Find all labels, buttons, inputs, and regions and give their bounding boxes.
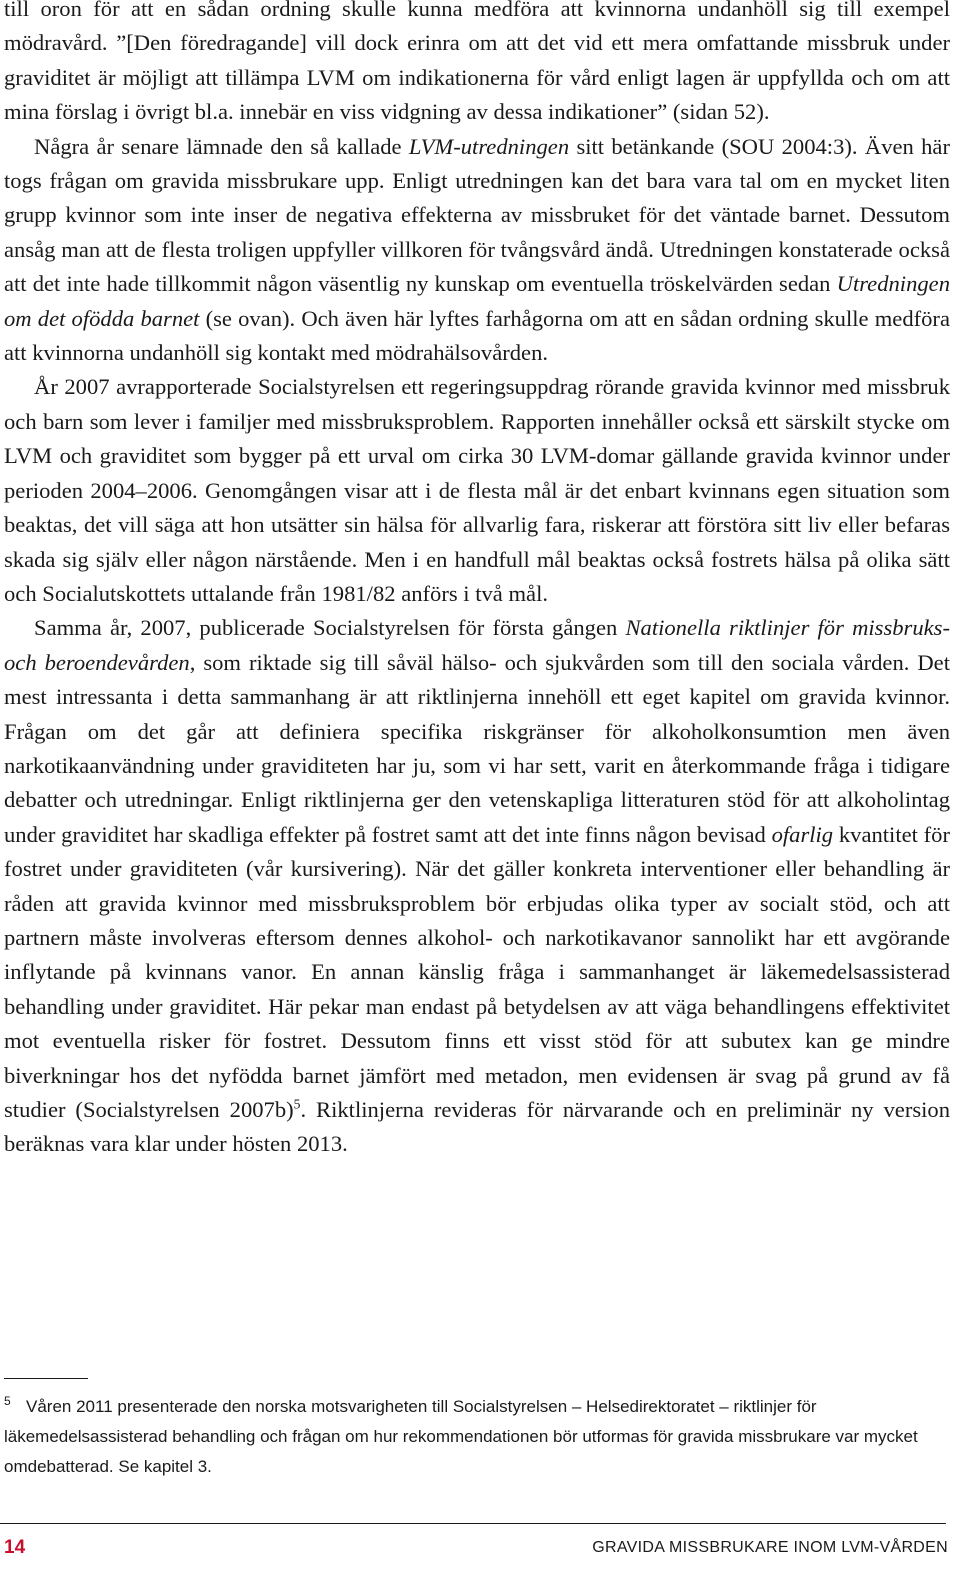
paragraph-1-text: till oron för att en sådan ordning skulle kunna medföra att kvinnorna undanhöll sig till exempel mödravård. ”[Den föredragande] vill dock erinra om att det vid ett mera omfattande missbruk under graviditet är möjligt att tillämpa LVM om indikationerna för vård enligt lagen är uppfyllda och om att mina förslag i övrigt bl.a. innebär en viss vidgning av dessa indikationer” (sidan 52). xyxy=(4,0,950,125)
running-footer-title: GRAVIDA MISSBRUKARE INOM LVM-VÅRDEN xyxy=(592,1539,948,1556)
page-number: 14 xyxy=(4,1537,26,1558)
paragraph-4-text-d: . Riktlinjerna revideras för närvarande och en preliminär ny version beräknas vara klar under hösten 2013. xyxy=(4,1097,951,1157)
paragraph-4 xyxy=(4,611,950,1162)
paragraph-4-italic-a: Nationella riktlinjer för missbruks- och beroendevården xyxy=(4,615,950,675)
paragraph-4-italic-b: ofarlig xyxy=(771,821,834,847)
paragraph-2-text-b: sitt betänkande (SOU 2004:3). Även här togs frågan om gravida missbrukare upp. Enligt utredningen kan det bara vara tal om en mycket liten grupp kvinnor som inte inser de negativa effekterna av missbruket för det väntade barnet. Dessutom ansåg man att de flesta troligen uppfyller villkoren för tvångsvård ändå. Utredningen konstaterade också att det inte hade tillkommit någon väsentlig ny kunskap om eventuella tröskelvärden sedan xyxy=(4,133,950,297)
body-text xyxy=(4,0,950,1162)
paragraph-4-text-a: Samma år, 2007, publicerade Socialstyrelsen för första gången xyxy=(34,615,626,641)
footnote-number: 5 xyxy=(4,1394,11,1408)
paragraph-3 xyxy=(4,370,950,611)
paragraph-2-text-c: (se ovan). Och även här lyftes farhågorna om att en sådan ordning skulle medföra att kvinnorna undanhöll sig kontakt med mödrahälsovården. xyxy=(4,305,950,366)
paragraph-2-italic-a: LVM-utredningen xyxy=(408,133,570,159)
paragraph-1 xyxy=(4,0,950,130)
footer-divider xyxy=(0,1523,946,1524)
footnote-divider xyxy=(4,1378,88,1379)
paragraph-4-text-b: , som riktade sig till såväl hälso- och sjukvården som till den sociala vården. Det mest intressanta i detta sammanhang är att riktlinjerna innehöll ett eget kapitel om gravida kvinnor. Frågan om det går att definiera specifika riskgränser för alkoholkonsumtion men även narkotikaanvändning under graviditeten har ju, som vi har sett, varit en återkommande fråga i tidigare debatter och utredningar. Enligt riktlinjerna ger den vetenskapliga litteraturen stöd för att alkoholintag under graviditet har skadliga effekter på fostret samt att det inte finns någon bevisad xyxy=(4,649,950,847)
footnote-reference[interactable]: 5 xyxy=(293,1096,301,1112)
footnote-paragraph xyxy=(4,1392,950,1482)
paragraph-3-text: År 2007 avrapporterade Socialstyrelsen ett regeringsuppdrag rörande gravida kvinnor med missbruk och barn som lever i familjer med missbruksproblem. Rapporten innehåller också ett särskilt stycke om LVM och graviditet som bygger på ett urval om cirka 30 LVM-domar gällande gravida kvinnor under perioden 2004–2006. Genomgången visar att i de flesta mål är det enbart kvinnans egen situation som beaktas, det vill säga att hon utsätter sin hälsa för allvarlig fara, riskerar att förstöra sitt liv eller befaras skada sig själv eller någon närstående. Men i en handfull mål beaktas också fostrets hälsa på olika sätt och Socialutskottets uttalande från 1981/82 anförs i två mål. xyxy=(4,374,950,606)
paragraph-2-text-a: Några år senare lämnade den så kallade xyxy=(34,133,409,159)
paragraph-4-text-c: kvantitet för fostret under graviditeten (vår kursivering). När det gäller konkreta interventioner eller behandling är råden att gravida kvinnor med missbruksproblem bör erbjudas olika typer av socialt stöd, och att partnern måste involveras eftersom dennes alkohol- och narkotikavanor sannolikt har ett avgörande inflytande på kvinnans vanor. En annan känslig fråga i sammanhanget är läkemedelsassisterad behandling under graviditet. Här pekar man endast på betydelsen av att väga behandlingens effektivitet mot eventuella risker för fostret. Dessutom finns ett visst stöd för att subutex kan ge mindre biverkningar hos det nyfödda barnet jämfört med metadon, men evidensen är svag på grund av få studier (Socialstyrelsen 2007b) xyxy=(4,821,950,1122)
paragraph-2 xyxy=(4,130,950,371)
footnote xyxy=(4,1392,950,1482)
footnote-text: Våren 2011 presenterade den norska motsvarigheten till Socialstyrelsen – Helsedirektoratet – riktlinjer för läkemedelsassisterad behandling och frågan om hur rekommendationen bör utformas för gravida missbrukare var mycket omdebatterad. Se kapitel 3. xyxy=(4,1397,918,1476)
paragraph-2-italic-b: Utredningen om det ofödda barnet xyxy=(4,271,950,331)
